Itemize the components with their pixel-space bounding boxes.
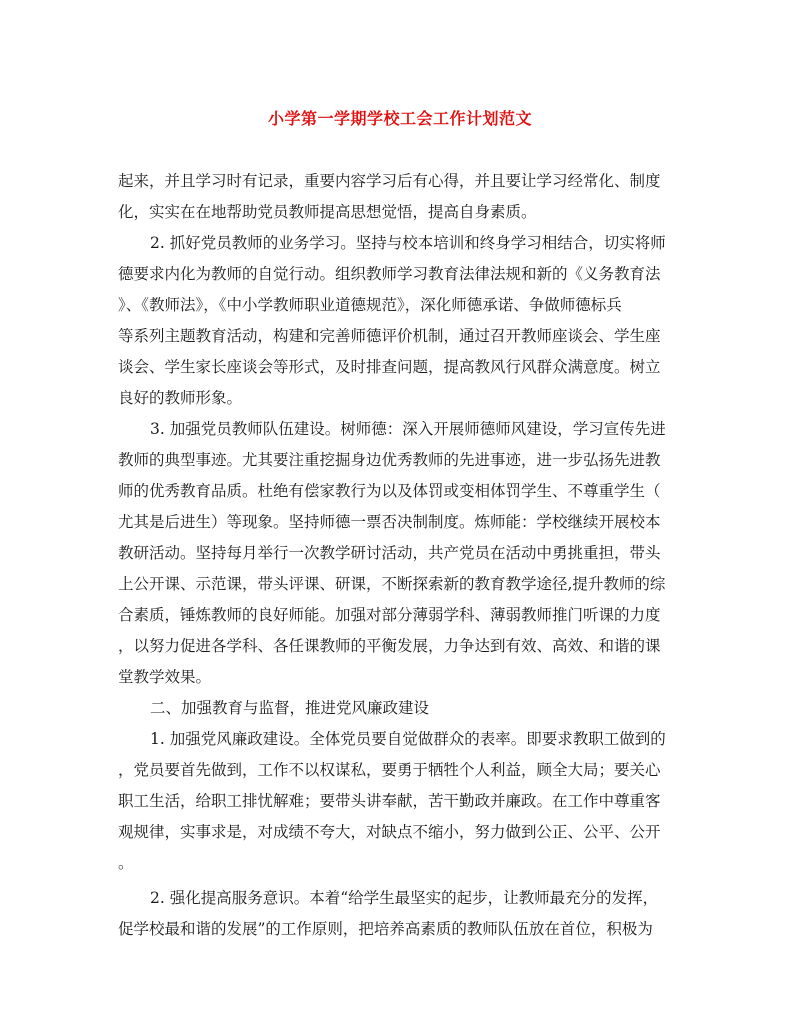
body-line: 职工生活，给职工排忧解难；要带头讲奉献，苦干勤政并廉政。在工作中尊重客 (118, 792, 661, 810)
body-line: 化，实实在在地帮助党员教师提高思想觉悟，提高自身素质。 (118, 203, 537, 221)
body-line: 师的优秀教育品质。杜绝有偿家教行为以及体罚或变相体罚学生、不尊重学生（ (118, 482, 661, 500)
body-line: 上公开课、示范课，带头评课、研课，不断探索新的教育教学途径,提升教师的综 (118, 575, 666, 593)
body-line: 观规律，实事求是，对成绩不夸大，对缺点不缩小，努力做到公正、公平、公开 (118, 823, 661, 841)
body-line: 1. 加强党风廉政建设。全体党员要自觉做群众的表率。即要求教职工做到的 (150, 730, 666, 748)
body-line: 二、加强教育与监督，推进党风廉政建设 (150, 699, 430, 717)
body-line: 促学校最和谐的发展”的工作原则，把培养高素质的教师队伍放在首位，积极为 (118, 920, 653, 938)
body-line: 》、《教师法》，《中小学教师职业道德规范》，深化师德承诺、争做师德标兵 (118, 296, 622, 314)
body-line: ，以努力促进各学科、各任课教师的平衡发展，力争达到有效、高效、和谐的课 (118, 637, 661, 655)
body-line: 等系列主题教育活动，构建和完善师德评价机制，通过召开教师座谈会、学生座 (118, 327, 661, 345)
body-line: 3. 加强党员教师队伍建设。树师德：深入开展师德师风建设，学习宣传先进 (150, 420, 666, 438)
body-line: 教师的典型事迹。尤其要注重挖掘身边优秀教师的先进事迹，进一步弘扬先进教 (118, 451, 661, 469)
body-line: ，党员要首先做到，工作不以权谋私，要勇于牺牲个人利益，顾全大局；要关心 (118, 761, 661, 779)
body-line: 2. 强化提高服务意识。本着“给学生最坚实的起步，让教师最充分的发挥， (150, 889, 659, 907)
body-line: 。 (118, 854, 134, 872)
body-line: 教研活动。坚持每月举行一次教学研讨活动，共产党员在活动中勇挑重担，带头 (118, 544, 661, 562)
body-line: 合素质，锤炼教师的良好师能。加强对部分薄弱学科、薄弱教师推门听课的力度 (118, 606, 661, 624)
document-body (118, 166, 678, 945)
body-line: 尤其是后进生）等现象。坚持师德一票否决制制度。炼师能：学校继续开展校本 (118, 513, 661, 531)
body-line: 谈会、学生家长座谈会等形式，及时排查问题，提高教风行风群众满意度。树立 (118, 358, 661, 376)
body-line: 起来，并且学习时有记录，重要内容学习后有心得，并且要让学习经常化、制度 (118, 172, 661, 190)
body-line: 德要求内化为教师的自觉行动。组织教师学习教育法律法规和新的《义务教育法 (118, 265, 661, 283)
document-title: 小学第一学期学校工会工作计划范文 (267, 109, 532, 128)
body-line: 2. 抓好党员教师的业务学习。坚持与校本培训和终身学习相结合，切实将师 (150, 234, 666, 252)
body-line: 堂教学效果。 (118, 668, 212, 686)
body-line: 良好的教师形象。 (118, 389, 243, 407)
